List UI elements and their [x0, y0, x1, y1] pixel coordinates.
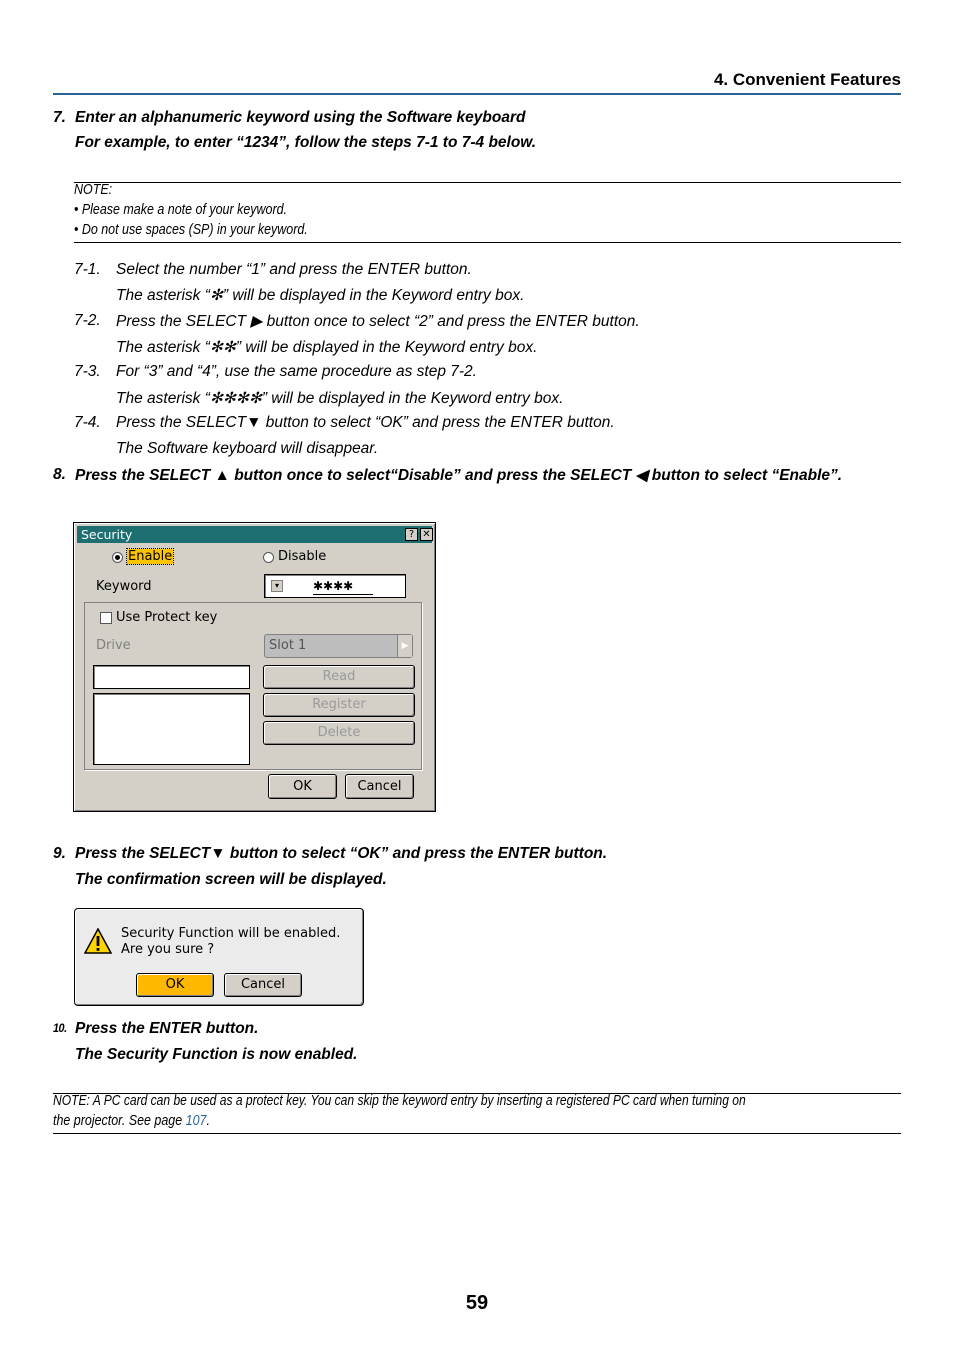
- cancel-button[interactable]: Cancel: [345, 774, 414, 799]
- status-field: [93, 665, 250, 689]
- step-9-title: Press the SELECT▼ button to select “OK” and press the ENTER button.: [75, 845, 608, 862]
- protect-key-label[interactable]: Use Protect key: [116, 610, 218, 625]
- substep-text: The asterisk “✻✻✻✻” will be displayed in the Keyword entry box.: [116, 390, 564, 407]
- note-rule-top: [74, 182, 901, 183]
- protect-key-checkbox[interactable]: [100, 612, 112, 624]
- drive-select[interactable]: [264, 634, 413, 658]
- substep-text: The asterisk “✻✻” will be displayed in the Keyword entry box.: [116, 339, 538, 356]
- enable-label[interactable]: [127, 549, 173, 564]
- delete-button[interactable]: Delete: [263, 721, 415, 745]
- chevron-right-icon: ▶: [397, 635, 412, 657]
- note-line: • Please make a note of your keyword.: [74, 202, 288, 218]
- enable-label-text: Enable: [128, 549, 173, 564]
- drive-value: Slot 1: [269, 638, 307, 653]
- keyboard-dropdown-icon[interactable]: ▾: [271, 580, 283, 592]
- step-9-number: 9.: [53, 845, 66, 862]
- substep-text: Press the SELECT▼ button to select “OK” and press the ENTER button.: [116, 414, 615, 431]
- substep-number: 7-3.: [74, 363, 101, 380]
- section-title: 4. Convenient Features: [713, 70, 901, 89]
- enable-radio[interactable]: [112, 552, 123, 563]
- step-8-number: 8.: [53, 466, 66, 483]
- page-link[interactable]: 107: [185, 1113, 207, 1129]
- substep-text: For “3” and “4”, use the same procedure as step 7-2.: [116, 363, 477, 380]
- drive-label: Drive: [96, 638, 131, 653]
- step-9-subtitle: The confirmation screen will be displayed.: [75, 871, 387, 888]
- confirm-message-line1: Security Function will be enabled.: [121, 926, 341, 941]
- step-10-title: Press the ENTER button.: [75, 1020, 259, 1037]
- note2-rule-bottom: [53, 1133, 901, 1134]
- note2-line1: NOTE: A PC card can be used as a protect key. You can skip the keyword entry by inserting a registered PC card when turning on: [53, 1093, 746, 1109]
- note2-line2-suffix: .: [206, 1113, 210, 1129]
- step-7-subtitle: For example, to enter “1234”, follow the steps 7-1 to 7-4 below.: [75, 134, 537, 151]
- disable-label[interactable]: Disable: [278, 549, 327, 564]
- note2-line2: [53, 1113, 210, 1129]
- substep-number: 7-1.: [74, 261, 101, 278]
- confirm-cancel-button[interactable]: Cancel: [224, 973, 302, 997]
- warning-icon: [84, 928, 112, 954]
- help-icon[interactable]: ?: [405, 528, 418, 541]
- keyword-label: Keyword: [96, 579, 152, 594]
- note-label: NOTE:: [74, 182, 113, 198]
- keyword-value: ✱✱✱✱: [313, 579, 354, 593]
- substep-text: Press the SELECT ▶ button once to select “2” and press the ENTER button.: [116, 313, 640, 330]
- dialog-title: Security: [81, 527, 133, 542]
- note-rule-bottom: [74, 242, 901, 243]
- note2-line2-prefix: the projector. See page: [53, 1113, 186, 1129]
- register-button[interactable]: Register: [263, 693, 415, 717]
- step-10-subtitle: The Security Function is now enabled.: [75, 1046, 358, 1063]
- security-dialog: [73, 522, 436, 812]
- keyword-underline: [313, 594, 373, 595]
- substep-number: 7-4.: [74, 414, 101, 431]
- substep-text: The Software keyboard will disappear.: [116, 440, 379, 457]
- note-line: • Do not use spaces (SP) in your keyword.: [74, 222, 308, 238]
- disable-radio[interactable]: [263, 552, 274, 563]
- close-icon[interactable]: ✕: [420, 528, 433, 541]
- step-7-number: 7.: [53, 109, 66, 126]
- substep-text: The asterisk “✻” will be displayed in the Keyword entry box.: [116, 287, 525, 304]
- step-10-number: 10.: [53, 1021, 67, 1035]
- step-7-title: Enter an alphanumeric keyword using the Software keyboard: [75, 109, 526, 126]
- page-number: 59: [465, 1292, 489, 1314]
- confirm-ok-button[interactable]: OK: [136, 973, 214, 997]
- step-8-text: Press the SELECT ▲ button once to select“Disable” and press the SELECT ◀ button to select “Enable”.: [75, 467, 843, 484]
- substep-number: 7-2.: [74, 312, 101, 329]
- ok-button[interactable]: OK: [268, 774, 337, 799]
- dialog-title-bar: [77, 526, 432, 543]
- info-list: [93, 693, 250, 765]
- read-button[interactable]: Read: [263, 665, 415, 689]
- keyword-field[interactable]: [264, 574, 406, 598]
- confirm-message-line2: Are you sure ?: [121, 942, 215, 957]
- header-rule: [53, 93, 901, 95]
- confirm-dialog: [74, 908, 364, 1006]
- substep-text: Select the number “1” and press the ENTER button.: [116, 261, 472, 278]
